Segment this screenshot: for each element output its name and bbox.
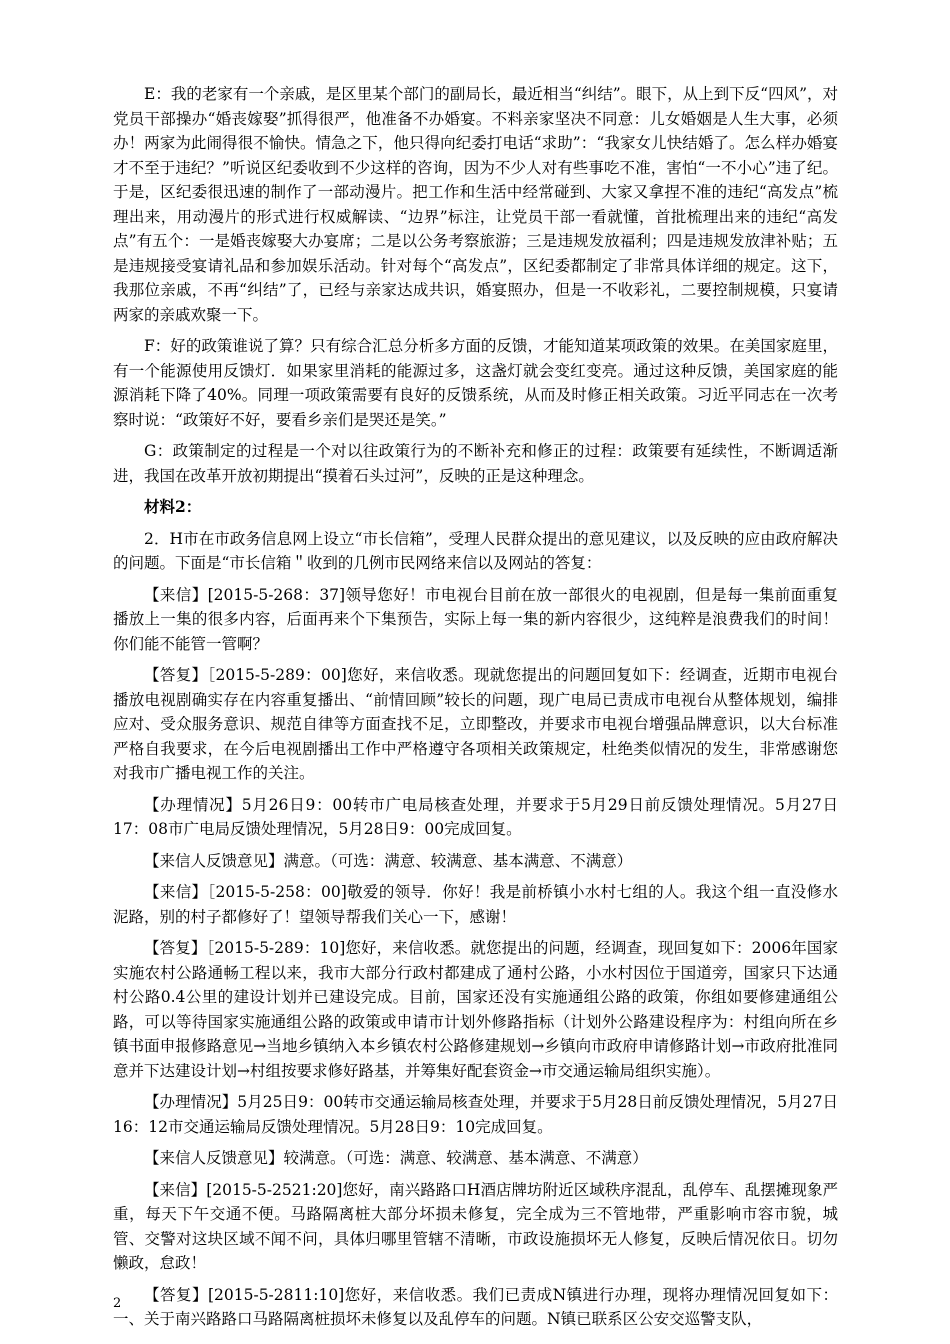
handling-status-1: 【办理情况】5月26日9：00转市广电局核查处理，并要求于5月29日前反馈处理情况。5月27日17：08市广电局反馈处理情况，5月28日9：00完成回复。 (113, 795, 838, 838)
section-heading-material-2: 材料2： (144, 497, 202, 516)
letter-3: 【来信】[2015-5-2521:20]您好，南兴路路口H酒店牌坊附近区域秩序混乱，乱停车、乱摆摊现象严重，每天下午交通不便。马路隔离桩大部分坏损未修复，完全成为三不管地带，严重影响市容市貌，城管、交警对这块区域不闻不问，具体归哪里管辖不清晰，市政设施损坏无人修复，反映后情况依日。切勿懒政，怠政！ (113, 1180, 838, 1272)
paragraph-mayor-mailbox-intro: 2．H市在市政务信息网上设立“市长信箱”，受理人民群众提出的意见建议，以及反映的应由政府解决的问题。下面是“市长信箱＂收到的几例市民网络来信以及网站的答复： (113, 529, 838, 572)
paragraph-g-policy: G：政策制定的过程是一个对以往政策行为的不断补充和修正的过程：政策要有延续性，不断调适渐进，我国在改革开放初期提出“摸着石头过河”，反映的正是这种理念。 (113, 442, 838, 485)
reply-3: 【答复】[2015-5-2811:10]您好，来信收悉。我们已责成N镇进行办理，现将办理情况回复如下：一、关于南兴路路口马路隔离桩损坏未修复以及乱停车的问题。N镇已联系区公安交巡警支队， (113, 1285, 838, 1328)
feedback-1: 【来信人反馈意见】满意。（可选：满意、较满意、基本满意、不满意） (144, 851, 633, 870)
feedback-2: 【来信人反馈意见】较满意。（可选：满意、较满意、基本满意、不满意） (144, 1149, 648, 1167)
reply-1: 【答复】［2015-5-289：00]您好，来信收悉。现就您提出的问题回复如下：经调查，近期市电视台播放电视剧确实存在内容重复播出、“前情回顾”较长的问题，现广电局已责成市电视台从整体规划，编排应对、受众服务意识、规范自律等方面查找不足，立即整改，并要求市电视台增强品牌意识，以大台标准严格自我要求，在今后电视剧播出工作中严格遵守各项相关政策规定，杜绝类似情况的发生，非常感谢您对我市广播电视工作的关注。 (113, 666, 838, 782)
letter-1: 【来信】[2015-5-268：37]领导您好！市电视台目前在放一部很火的电视剧，但是每一集前面重复播放上一集的很多内容，后面再来个下集预告，实际上每一集的新内容很少，这纯粹是浪费我们的时间！你们能不能管一管啊？ (113, 585, 838, 653)
handling-status-2: 【办理情况】5月25日9：00转市交通运输局核查处理，并要求于5月28日前反馈处理情况，5月27日16：12市交通运输局反馈处理情况。5月28日9：10完成回复。 (113, 1093, 838, 1136)
page-number: 2 (113, 1296, 122, 1311)
paragraph-e-relative: E：我的老家有一个亲戚，是区里某个部门的副局长，最近相当“纠结”。眼下，从上到下反“四风”，对党员干部操办“婚丧嫁娶”抓得很严，他准备不办婚宴。不料亲家坚决不同意：儿女婚姻是人生大事，必须办！两家为此闹得很不愉快。情急之下，他只得向纪委打电话“求助”：“我家女儿快结婚了。怎么样办婚宴才不至于违纪？”听说区纪委收到不少这样的咨询，因为不少人对有些事吃不准，害怕“一不小心”违了纪。于是，区纪委很迅速的制作了一部动漫片。把工作和生活中经常碰到、大家又拿捏不准的违纪“高发点”梳理出来，用动漫片的形式进行权威解读、“边界”标注，让党员干部一看就懂，首批梳理出来的违纪“高发点”有五个：一是婚丧嫁娶大办宴席；二是以公务考察旅游；三是违规发放福利；四是违规发放津补贴；五是违规接受宴请礼品和参加娱乐活动。针对每个“高发点”，区纪委都制定了非常具体详细的规定。这下，我那位亲戚，不再“纠结”了，已经与亲家达成共识，婚宴照办，但是一不收彩礼，二要控制规模，只宴请两家的亲戚欢聚一下。 (113, 85, 839, 324)
document-body (113, 82, 838, 1339)
letter-2: 【来信】［2015-5-258：00]敬爱的领导．你好！我是前桥镇小水村七组的人。我这个组一直没修水泥路，别的村子都修好了！望领导帮我们关心一下，感谢！ (113, 883, 838, 926)
paragraph-f-feedback: F：好的政策谁说了算？只有综合汇总分析多方面的反馈，才能知道某项政策的效果。在美国家庭里，有一个能源使用反馈灯．如果家里消耗的能源过多，这盏灯就会变红变亮。通过这种反馈，美国家庭的能源消耗下降了40%。同理一项政策需要有良好的反馈系统，从而及时修正相关政策。习近平同志在一次考察时说：“政策好不好，要看乡亲们是哭还是笑。” (113, 337, 838, 429)
reply-2: 【答复】［2015-5-289：10]您好，来信收悉。就您提出的问题，经调查，现回复如下：2006年国家实施农村公路通畅工程以来，我市大部分行政村都建成了通村公路，小水村因位于国道旁，国家只下达通村公路0.4公里的建设计划并已建设完成。目前，国家还没有实施通组公路的政策，你组如要修建通组公路，可以等待国家实施通组公路的政策或申请市计划外修路指标（计划外公路建设程序为：村组向所在乡镇书面申报修路意见→当地乡镇纳入本乡镇农村公路修建规划→乡镇向市政府申请修路计划→市政府批准同意并下达建设计划→村组按要求修好路基，并筹集好配套资金→市交通运输局组织实施）。 (113, 939, 838, 1080)
